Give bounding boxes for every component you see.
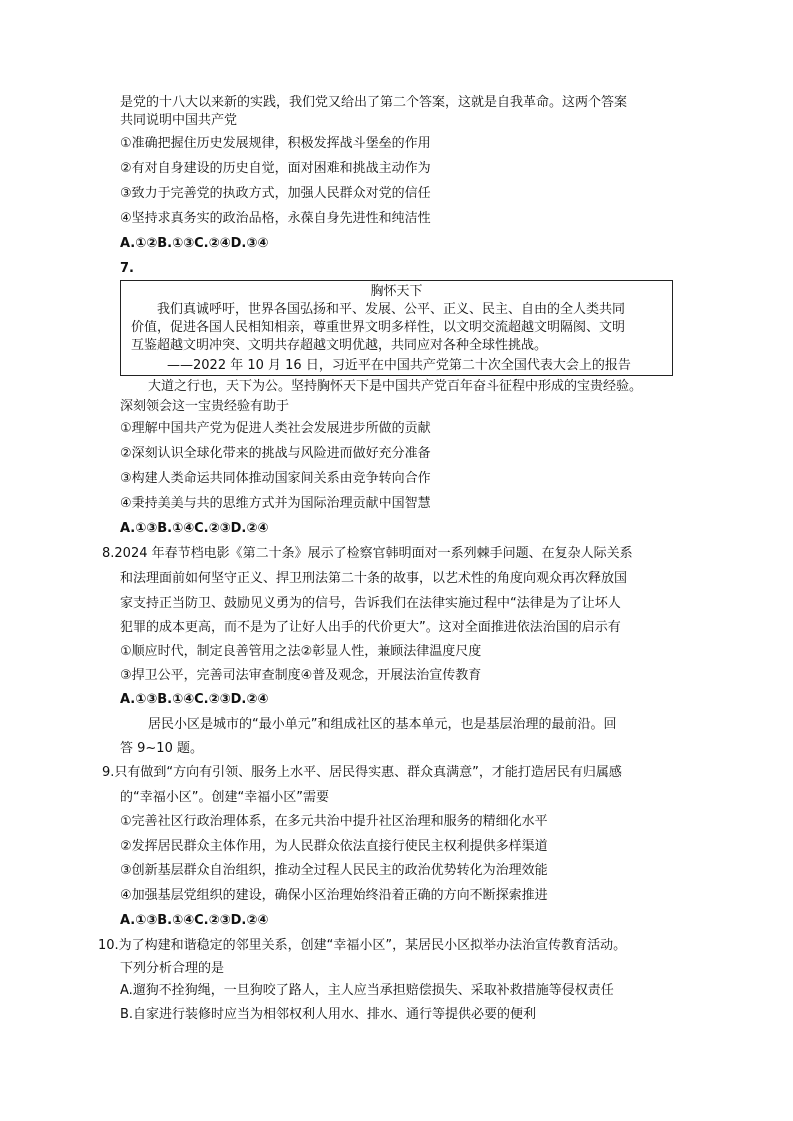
q8-options-line-1: ①顺应时代，制定良善管用之法②彰显人性，兼顾法律温度尺度 (120, 644, 482, 659)
q9-option-4: ④加强基层党组织的建设，确保小区治理始终沿着正确的方向不断探索推进 (120, 888, 548, 903)
q10-option-a: A.遛狗不拴狗绳，一旦狗咬了路人，主人应当承担赔偿损失、采取补救措施等侵权责任 (120, 983, 614, 998)
q6-option-2: ②有对自身建设的历史自觉，面对困难和挑战主动作为 (120, 161, 431, 176)
q7-option-2: ②深刻认识全球化带来的挑战与风险进而做好充分准备 (120, 446, 431, 461)
q6-option-4: ④坚持求真务实的政治品格，永葆自身先进性和纯洁性 (120, 211, 431, 226)
q6-option-1: ①准确把握住历史发展规律，积极发挥战斗堡垒的作用 (120, 136, 431, 151)
q9-option-3: ③创新基层群众自治组织，推动全过程人民民主的政治优势转化为治理效能 (120, 863, 548, 878)
quote-line-3: 互鉴超越文明冲突、文明共存超越文明优越，共同应对各种全球性挑战。 (131, 338, 548, 353)
q10-option-b: B.自家进行装修时应当为相邻权利人用水、排水、通行等提供必要的便利 (120, 1007, 537, 1022)
quote-line-2: 价值，促进各国人民相知相亲，尊重世界文明多样性，以文明交流超越文明隔阂、文明 (131, 320, 626, 335)
intro-line-2: 答 9~10 题。 (120, 741, 203, 756)
q6-option-3: ③致力于完善党的执政方式，加强人民群众对党的信任 (120, 186, 431, 201)
q10-stem-line-2: 下列分析合理的是 (120, 961, 225, 976)
quote-source: ——2022 年 10 月 16 日，习近平在中国共产党第二十次全国代表大会上的报告 (167, 358, 631, 373)
quote-line-1: 我们真诚呼吁，世界各国弘扬和平、发展、公平、正义、民主、自由的全人类共同 (157, 302, 626, 317)
q7-stem-line-2: 深刻领会这一宝贵经验有助于 (120, 399, 290, 414)
q8-stem-line-1: 8.2024 年春节档电影《第二十条》展示了检察官韩明面对一系列棘手问题、在复杂人际关系 (102, 546, 633, 561)
q7-option-3: ③构建人类命运共同体推动国家间关系由竞争转向合作 (120, 471, 431, 486)
q8-answers: A.①③B.①④C.②③D.②④ (120, 692, 269, 707)
q8-options-line-2: ③捍卫公平，完善司法审查制度④普及观念，开展法治宣传教育 (120, 668, 482, 683)
q8-stem-line-4: 犯罪的成本更高，而不是为了让好人出手的代价更大”。这对全面推进依法治国的启示有 (120, 620, 621, 635)
q7-stem-line-1: 大道之行也，天下为公。坚持胸怀天下是中国共产党百年奋斗征程中形成的宝贵经验。 (148, 379, 643, 394)
q8-stem-line-2: 和法理面前如何坚守正义、捍卫刑法第二十条的故事，以艺术性的角度向观众再次释放国 (120, 571, 628, 586)
q8-stem-line-3: 家支持正当防卫、鼓励见义勇为的信号，告诉我们在法律实施过程中“法律是为了让坏人 (120, 596, 621, 611)
quote-box (120, 280, 673, 376)
q9-answers: A.①③B.①④C.②③D.②④ (120, 913, 269, 928)
q10-stem-line-1: 10.为了构建和谐稳定的邻里关系，创建“幸福小区”，某居民小区拟举办法治宣传教育活动。 (98, 938, 627, 953)
intro-line-1: 居民小区是城市的“最小单元”和组成社区的基本单元，也是基层治理的最前沿。回 (148, 717, 617, 732)
q6-stem-line-1: 是党的十八大以来新的实践，我们党又给出了第二个答案，这就是自我革命。这两个答案 (120, 95, 628, 110)
q7-number: 7. (120, 261, 134, 276)
q7-answers: A.①③B.①④C.②③D.②④ (120, 521, 269, 536)
q9-stem-line-1: 9.只有做到“方向有引领、服务上水平、居民得实惠、群众真满意”，才能打造居民有归属感 (102, 765, 622, 780)
quote-box-title: 胸怀天下 (370, 284, 423, 299)
q6-stem-line-2: 共同说明中国共产党 (120, 113, 238, 128)
q9-option-2: ②发挥居民群众主体作用，为人民群众依法直接行使民主权利提供多样渠道 (120, 839, 548, 854)
q7-option-4: ④秉持美美与共的思维方式并为国际治理贡献中国智慧 (120, 496, 431, 511)
q7-option-1: ①理解中国共产党为促进人类社会发展进步所做的贡献 (120, 421, 431, 436)
q9-stem-line-2: 的“幸福小区”。创建“幸福小区”需要 (120, 790, 329, 805)
q6-answers: A.①②B.①③C.②④D.③④ (120, 236, 269, 251)
q9-option-1: ①完善社区行政治理体系，在多元共治中提升社区治理和服务的精细化水平 (120, 814, 548, 829)
